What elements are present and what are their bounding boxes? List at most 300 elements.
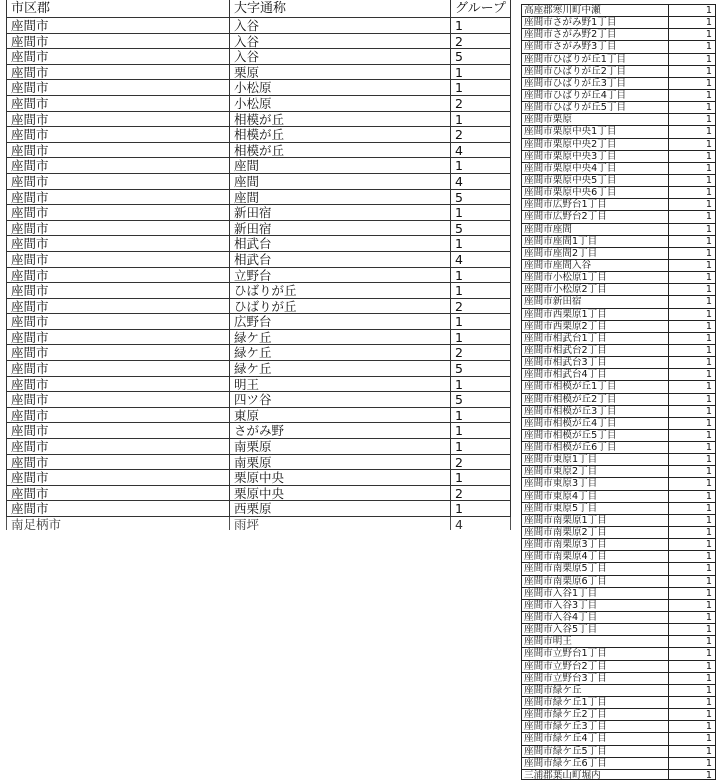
- table-row: [6, 112, 511, 128]
- area-cell: 明王: [230, 377, 451, 392]
- table-row: [6, 252, 511, 268]
- address-count: 1: [669, 321, 716, 332]
- list-item: [521, 588, 716, 600]
- address-name: 座間市さがみ野1丁目: [521, 17, 669, 28]
- group-cell: 1: [451, 112, 511, 127]
- address-name: 座間市相模が丘6丁目: [521, 442, 669, 453]
- address-count: 1: [669, 333, 716, 344]
- address-count: 1: [669, 175, 716, 186]
- address-count: 1: [669, 211, 716, 222]
- area-cell: 緑ケ丘: [230, 345, 451, 360]
- group-cell: 5: [451, 361, 511, 376]
- group-cell: 2: [451, 345, 511, 360]
- area-cell: 新田宿: [230, 221, 451, 236]
- address-count: 1: [669, 612, 716, 623]
- area-cell: 南栗原: [230, 439, 451, 454]
- city-cell: 座間市: [6, 361, 230, 376]
- address-name: 座間市相模が丘5丁目: [521, 430, 669, 441]
- address-name: 座間市南栗原4丁目: [521, 551, 669, 562]
- address-name: 座間市緑ケ丘1丁目: [521, 697, 669, 708]
- city-cell: 座間市: [6, 96, 230, 111]
- list-item: [521, 539, 716, 551]
- group-cell: 5: [451, 392, 511, 407]
- address-count: 1: [669, 102, 716, 113]
- area-cell: 相武台: [230, 252, 451, 267]
- group-cell: 2: [451, 127, 511, 142]
- address-name: 座間市立野台3丁目: [521, 673, 669, 684]
- list-item: [521, 454, 716, 466]
- address-count: 1: [669, 369, 716, 380]
- group-cell: 1: [451, 439, 511, 454]
- city-cell: 座間市: [6, 190, 230, 205]
- group-cell: 1: [451, 65, 511, 80]
- table-row: [6, 439, 511, 455]
- group-cell: 2: [451, 96, 511, 111]
- city-cell: 座間市: [6, 143, 230, 158]
- table-row: [6, 190, 511, 206]
- address-name: 座間市相模が丘2丁目: [521, 394, 669, 405]
- area-cell: ひばりが丘: [230, 283, 451, 298]
- list-item: [521, 673, 716, 685]
- address-count-list: [521, 4, 716, 780]
- list-item: [521, 151, 716, 163]
- city-cell: 座間市: [6, 80, 230, 95]
- address-name: 座間市ひばりが丘1丁目: [521, 54, 669, 65]
- address-name: 座間市入谷1丁目: [521, 588, 669, 599]
- area-cell: 入谷: [230, 49, 451, 64]
- list-item: [521, 527, 716, 539]
- list-item: [521, 163, 716, 175]
- address-name: 座間市相武台1丁目: [521, 333, 669, 344]
- list-item: [521, 491, 716, 503]
- address-count: 1: [669, 78, 716, 89]
- address-name: 座間市東原3丁目: [521, 478, 669, 489]
- city-cell: 座間市: [6, 408, 230, 423]
- table-row: [6, 314, 511, 330]
- table-row: [6, 361, 511, 377]
- area-cell: さがみ野: [230, 423, 451, 438]
- list-item: [521, 284, 716, 296]
- address-name: 座間市新田宿: [521, 296, 669, 307]
- address-name: 座間市相模が丘3丁目: [521, 406, 669, 417]
- address-count: 1: [669, 527, 716, 538]
- address-name: 座間市相武台4丁目: [521, 369, 669, 380]
- address-count: 1: [669, 248, 716, 259]
- address-name: 座間市南栗原2丁目: [521, 527, 669, 538]
- address-count: 1: [669, 187, 716, 198]
- address-name: 座間市入谷3丁目: [521, 600, 669, 611]
- city-cell: 座間市: [6, 112, 230, 127]
- address-name: 座間市座間入谷: [521, 260, 669, 271]
- list-item: [521, 478, 716, 490]
- table-row: [6, 268, 511, 284]
- list-item: [521, 636, 716, 648]
- address-name: 座間市東原5丁目: [521, 503, 669, 514]
- table-row: [6, 143, 511, 159]
- table-header-row: [6, 0, 511, 18]
- address-count: 1: [669, 478, 716, 489]
- list-item: [521, 746, 716, 758]
- address-count: 1: [669, 503, 716, 514]
- city-cell: 座間市: [6, 439, 230, 454]
- city-cell: 南足柄市: [6, 517, 230, 530]
- city-cell: 座間市: [6, 252, 230, 267]
- address-count: 1: [669, 697, 716, 708]
- group-cell: 2: [451, 486, 511, 501]
- address-name: 座間市緑ケ丘2丁目: [521, 709, 669, 720]
- header-group: グループ: [451, 0, 511, 17]
- address-count: 1: [669, 636, 716, 647]
- address-name: 座間市小松原2丁目: [521, 284, 669, 295]
- address-count: 1: [669, 309, 716, 320]
- table-body: [6, 18, 511, 530]
- address-name: 座間市ひばりが丘2丁目: [521, 66, 669, 77]
- list-item: [521, 394, 716, 406]
- group-cell: 2: [451, 455, 511, 470]
- area-cell: 栗原中央: [230, 486, 451, 501]
- city-cell: 座間市: [6, 486, 230, 501]
- area-cell: 栗原中央: [230, 470, 451, 485]
- address-count: 1: [669, 272, 716, 283]
- address-count: 1: [669, 224, 716, 235]
- address-name: 座間市ひばりが丘5丁目: [521, 102, 669, 113]
- group-cell: 2: [451, 299, 511, 314]
- group-cell: 4: [451, 517, 511, 530]
- list-item: [521, 78, 716, 90]
- city-cell: 座間市: [6, 501, 230, 516]
- address-count: 1: [669, 661, 716, 672]
- table-row: [6, 377, 511, 393]
- group-cell: 1: [451, 314, 511, 329]
- address-name: 座間市緑ケ丘6丁目: [521, 758, 669, 769]
- city-cell: 座間市: [6, 345, 230, 360]
- address-count: 1: [669, 381, 716, 392]
- group-cell: 1: [451, 330, 511, 345]
- city-cell: 座間市: [6, 283, 230, 298]
- area-cell: 立野台: [230, 268, 451, 283]
- address-name: 座間市栗原中央6丁目: [521, 187, 669, 198]
- address-name: 座間市相武台3丁目: [521, 357, 669, 368]
- list-item: [521, 600, 716, 612]
- address-count: 1: [669, 515, 716, 526]
- address-name: 座間市栗原中央4丁目: [521, 163, 669, 174]
- list-item: [521, 333, 716, 345]
- area-cell: 西栗原: [230, 501, 451, 516]
- group-cell: 5: [451, 49, 511, 64]
- address-name: 座間市ひばりが丘4丁目: [521, 90, 669, 101]
- list-item: [521, 296, 716, 308]
- address-name: 座間市相模が丘1丁目: [521, 381, 669, 392]
- address-count: 1: [669, 648, 716, 659]
- address-name: 座間市緑ケ丘5丁目: [521, 746, 669, 757]
- list-item: [521, 406, 716, 418]
- group-cell: 1: [451, 205, 511, 220]
- list-item: [521, 466, 716, 478]
- address-count: 1: [669, 576, 716, 587]
- table-row: [6, 80, 511, 96]
- address-count: 1: [669, 733, 716, 744]
- group-cell: 1: [451, 236, 511, 251]
- address-name: 座間市明王: [521, 636, 669, 647]
- address-count: 1: [669, 163, 716, 174]
- table-row: [6, 299, 511, 315]
- address-count: 1: [669, 758, 716, 769]
- group-cell: 1: [451, 283, 511, 298]
- list-item: [521, 624, 716, 636]
- address-name: 三浦郡葉山町堀内: [521, 770, 669, 780]
- header-area: 大字通称: [230, 0, 451, 17]
- address-count: 1: [669, 236, 716, 247]
- group-cell: 1: [451, 470, 511, 485]
- address-count: 1: [669, 588, 716, 599]
- address-name: 座間市緑ケ丘4丁目: [521, 733, 669, 744]
- area-cell: 座間: [230, 158, 451, 173]
- table-row: [6, 65, 511, 81]
- table-row: [6, 486, 511, 502]
- address-name: 座間市広野台1丁目: [521, 199, 669, 210]
- address-name: 座間市栗原中央2丁目: [521, 139, 669, 150]
- address-name: 座間市東原2丁目: [521, 466, 669, 477]
- address-name: 座間市入谷5丁目: [521, 624, 669, 635]
- address-count: 1: [669, 54, 716, 65]
- address-name: 座間市立野台1丁目: [521, 648, 669, 659]
- list-item: [521, 442, 716, 454]
- address-count: 1: [669, 29, 716, 40]
- address-count: 1: [669, 491, 716, 502]
- city-cell: 座間市: [6, 174, 230, 189]
- area-cell: 小松原: [230, 96, 451, 111]
- list-item: [521, 248, 716, 260]
- table-row: [6, 392, 511, 408]
- city-cell: 座間市: [6, 392, 230, 407]
- address-count: 1: [669, 685, 716, 696]
- group-cell: 1: [451, 501, 511, 516]
- city-cell: 座間市: [6, 377, 230, 392]
- group-cell: 1: [451, 377, 511, 392]
- address-count: 1: [669, 539, 716, 550]
- address-name: 座間市栗原中央3丁目: [521, 151, 669, 162]
- table-row: [6, 423, 511, 439]
- list-item: [521, 418, 716, 430]
- address-count: 1: [669, 284, 716, 295]
- address-count: 1: [669, 600, 716, 611]
- group-cell: 1: [451, 268, 511, 283]
- area-cell: 新田宿: [230, 205, 451, 220]
- address-count: 1: [669, 770, 716, 780]
- address-name: 座間市座間2丁目: [521, 248, 669, 259]
- area-cell: 入谷: [230, 34, 451, 49]
- table-row: [6, 49, 511, 65]
- list-item: [521, 551, 716, 563]
- table-row: [6, 345, 511, 361]
- area-group-table: [6, 0, 511, 530]
- address-name: 座間市ひばりが丘3丁目: [521, 78, 669, 89]
- list-item: [521, 369, 716, 381]
- list-item: [521, 430, 716, 442]
- list-item: [521, 661, 716, 673]
- city-cell: 座間市: [6, 268, 230, 283]
- area-cell: ひばりが丘: [230, 299, 451, 314]
- city-cell: 座間市: [6, 236, 230, 251]
- group-cell: 4: [451, 143, 511, 158]
- address-name: 座間市小松原1丁目: [521, 272, 669, 283]
- table-row: [6, 517, 511, 530]
- list-item: [521, 709, 716, 721]
- list-item: [521, 733, 716, 745]
- address-count: 1: [669, 66, 716, 77]
- address-count: 1: [669, 430, 716, 441]
- city-cell: 座間市: [6, 314, 230, 329]
- table-row: [6, 330, 511, 346]
- table-row: [6, 408, 511, 424]
- group-cell: 4: [451, 174, 511, 189]
- address-name: 座間市立野台2丁目: [521, 661, 669, 672]
- address-name: 座間市栗原中央1丁目: [521, 126, 669, 137]
- address-name: 座間市相模が丘4丁目: [521, 418, 669, 429]
- group-cell: 1: [451, 423, 511, 438]
- city-cell: 座間市: [6, 423, 230, 438]
- address-count: 1: [669, 442, 716, 453]
- area-cell: 座間: [230, 190, 451, 205]
- address-name: 座間市さがみ野2丁目: [521, 29, 669, 40]
- list-item: [521, 224, 716, 236]
- city-cell: 座間市: [6, 221, 230, 236]
- city-cell: 座間市: [6, 470, 230, 485]
- address-name: 座間市栗原中央5丁目: [521, 175, 669, 186]
- list-item: [521, 41, 716, 53]
- list-item: [521, 114, 716, 126]
- table-row: [6, 174, 511, 190]
- list-item: [521, 236, 716, 248]
- list-item: [521, 175, 716, 187]
- list-item: [521, 612, 716, 624]
- table-row: [6, 96, 511, 112]
- list-item: [521, 139, 716, 151]
- address-count: 1: [669, 17, 716, 28]
- address-name: 座間市西栗原1丁目: [521, 309, 669, 320]
- address-count: 1: [669, 709, 716, 720]
- address-name: 座間市南栗原6丁目: [521, 576, 669, 587]
- area-cell: 緑ケ丘: [230, 330, 451, 345]
- address-count: 1: [669, 563, 716, 574]
- list-item: [521, 5, 716, 17]
- address-count: 1: [669, 90, 716, 101]
- table-row: [6, 501, 511, 517]
- list-item: [521, 29, 716, 41]
- city-cell: 座間市: [6, 49, 230, 64]
- table-row: [6, 283, 511, 299]
- list-item: [521, 260, 716, 272]
- address-count: 1: [669, 5, 716, 16]
- list-item: [521, 17, 716, 29]
- address-count: 1: [669, 551, 716, 562]
- area-cell: 相武台: [230, 236, 451, 251]
- table-row: [6, 34, 511, 50]
- city-cell: 座間市: [6, 330, 230, 345]
- group-cell: 4: [451, 252, 511, 267]
- address-count: 1: [669, 296, 716, 307]
- address-count: 1: [669, 721, 716, 732]
- area-cell: 雨坪: [230, 517, 451, 530]
- address-name: 座間市座間1丁目: [521, 236, 669, 247]
- list-item: [521, 381, 716, 393]
- address-name: 座間市さがみ野3丁目: [521, 41, 669, 52]
- address-count: 1: [669, 114, 716, 125]
- address-name: 座間市栗原: [521, 114, 669, 125]
- table-row: [6, 236, 511, 252]
- group-cell: 1: [451, 18, 511, 33]
- list-item: [521, 126, 716, 138]
- address-count: 1: [669, 418, 716, 429]
- area-cell: 相模が丘: [230, 127, 451, 142]
- list-item: [521, 770, 716, 780]
- list-item: [521, 563, 716, 575]
- area-cell: 東原: [230, 408, 451, 423]
- address-name: 座間市緑ケ丘: [521, 685, 669, 696]
- list-item: [521, 211, 716, 223]
- area-cell: 小松原: [230, 80, 451, 95]
- address-count: 1: [669, 199, 716, 210]
- list-item: [521, 503, 716, 515]
- address-name: 座間市広野台2丁目: [521, 211, 669, 222]
- area-cell: 相模が丘: [230, 143, 451, 158]
- address-count: 1: [669, 139, 716, 150]
- list-item: [521, 576, 716, 588]
- city-cell: 座間市: [6, 455, 230, 470]
- list-item: [521, 90, 716, 102]
- city-cell: 座間市: [6, 34, 230, 49]
- city-cell: 座間市: [6, 158, 230, 173]
- address-name: 座間市東原1丁目: [521, 454, 669, 465]
- area-cell: 栗原: [230, 65, 451, 80]
- list-item: [521, 357, 716, 369]
- address-name: 座間市南栗原1丁目: [521, 515, 669, 526]
- address-count: 1: [669, 673, 716, 684]
- header-city: 市区郡: [6, 0, 230, 17]
- list-item: [521, 66, 716, 78]
- table-row: [6, 221, 511, 237]
- table-row: [6, 158, 511, 174]
- address-count: 1: [669, 746, 716, 757]
- address-name: 座間市南栗原3丁目: [521, 539, 669, 550]
- list-item: [521, 721, 716, 733]
- list-item: [521, 685, 716, 697]
- table-row: [6, 18, 511, 34]
- list-item: [521, 187, 716, 199]
- list-item: [521, 345, 716, 357]
- list-item: [521, 102, 716, 114]
- list-item: [521, 321, 716, 333]
- address-count: 1: [669, 260, 716, 271]
- city-cell: 座間市: [6, 18, 230, 33]
- area-cell: 四ツ谷: [230, 392, 451, 407]
- list-item: [521, 515, 716, 527]
- list-item: [521, 54, 716, 66]
- address-count: 1: [669, 454, 716, 465]
- city-cell: 座間市: [6, 127, 230, 142]
- address-count: 1: [669, 406, 716, 417]
- area-cell: 南栗原: [230, 455, 451, 470]
- group-cell: 1: [451, 158, 511, 173]
- group-cell: 1: [451, 408, 511, 423]
- area-cell: 緑ケ丘: [230, 361, 451, 376]
- list-item: [521, 309, 716, 321]
- group-cell: 5: [451, 221, 511, 236]
- list-item: [521, 758, 716, 770]
- address-count: 1: [669, 466, 716, 477]
- address-name: 高座郡寒川町中瀬: [521, 5, 669, 16]
- address-count: 1: [669, 357, 716, 368]
